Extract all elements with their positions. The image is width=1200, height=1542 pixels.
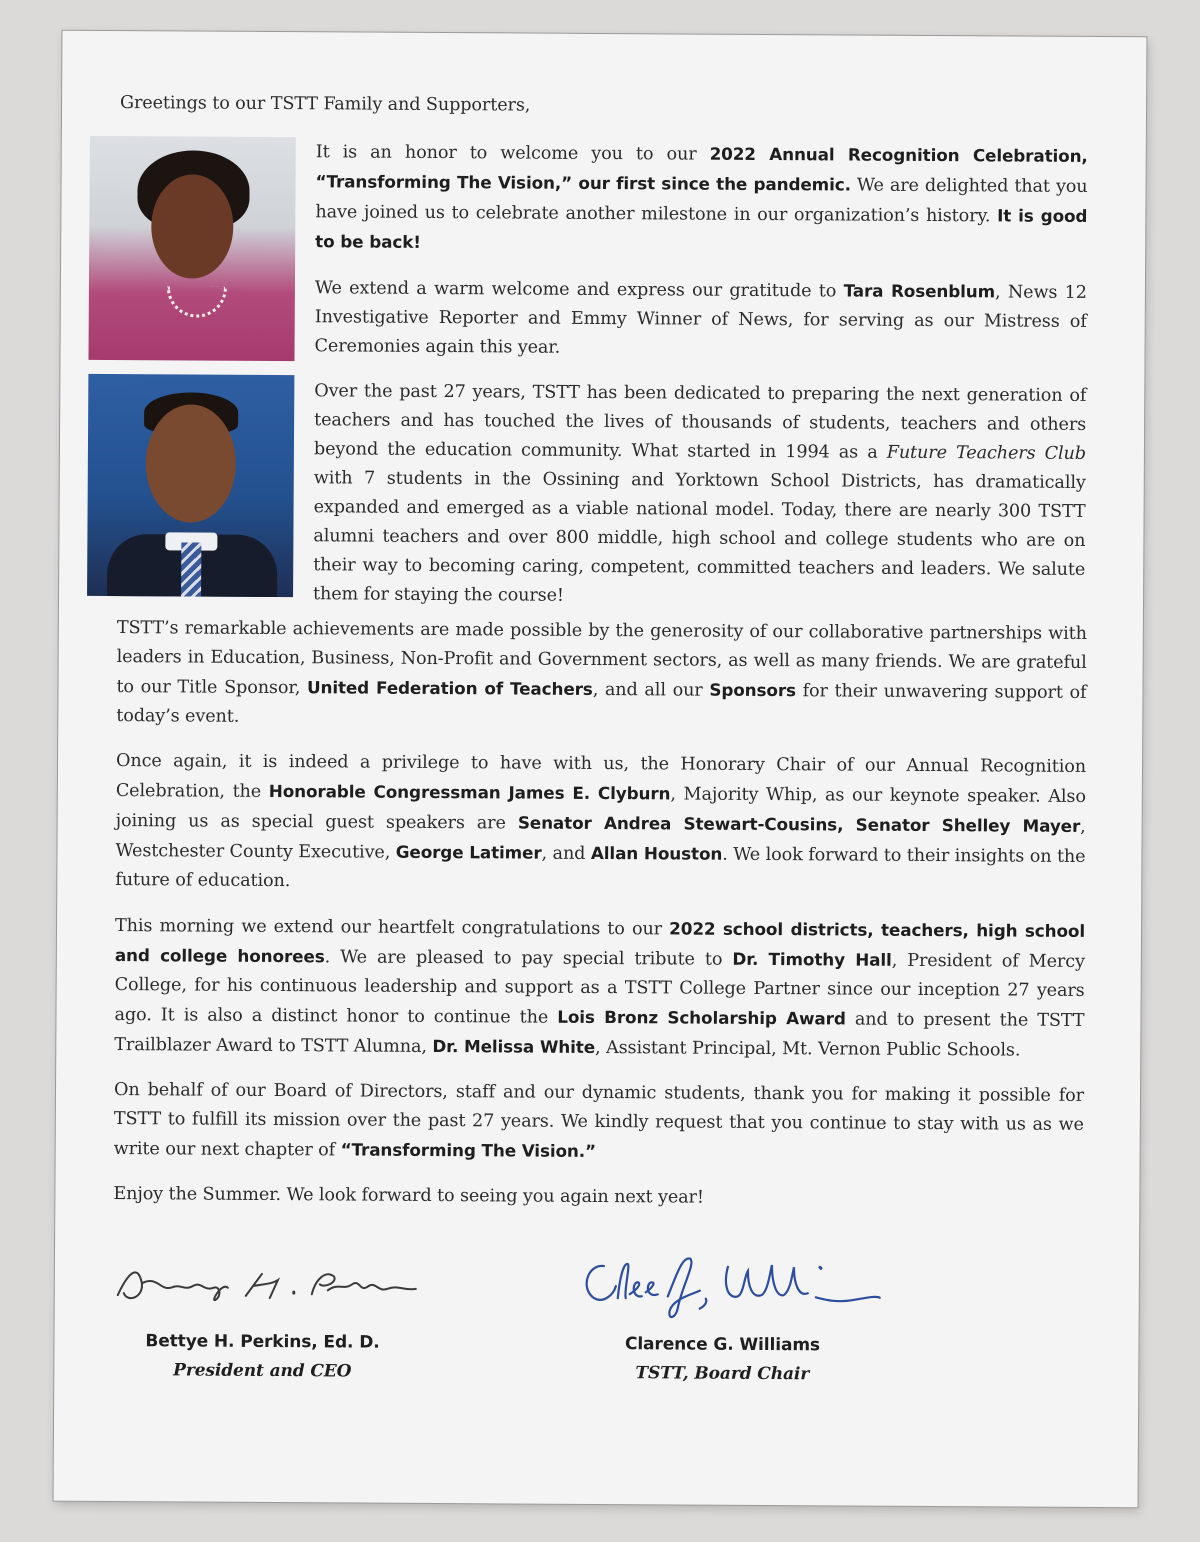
text-run: , and all our (592, 679, 710, 701)
text-run: . We are pleased to pay special tribute to (324, 947, 733, 970)
portrait-photo-mc (87, 374, 294, 597)
text-run: . We look forward to their insights on the future of education. (115, 844, 1086, 892)
pearl-necklace (167, 286, 227, 317)
paragraph-speakers (115, 747, 1086, 901)
bold-run: It is good to be back! (315, 205, 1088, 252)
letter-body (112, 89, 1090, 1429)
text-run: Over the past 27 years, TSTT has been dedicated to preparing the next generation of teachers and has touched the lives of thousands of students, teachers and others beyond the education community. What started in 1994 as a (313, 381, 1087, 463)
portrait-face (151, 174, 234, 278)
paragraph-sponsors (116, 614, 1087, 737)
text-run: Once again, it is indeed a privilege to have with us, the Honorary Chair of our Annual Recognition Celebration, the (115, 751, 1087, 802)
italic-run: Future Teachers Club (886, 442, 1087, 464)
portrait-face (145, 404, 236, 523)
bold-run: 2022 Annual Recognition Celebration, “Transforming The Vision,” our first since the pandemic. (315, 143, 1088, 195)
text-run: for their unwavering support of today’s event. (116, 681, 1087, 727)
portrait-tie (181, 542, 201, 597)
paragraph-thanks (114, 1076, 1085, 1170)
closing-line: Enjoy the Summer. We look forward to seeing you again next year! (113, 1184, 704, 1208)
photo-column (87, 136, 296, 597)
text-run: This morning we extend our heartfelt congratulations to our (114, 916, 670, 940)
text-run: and to present the TSTT Trailblazer Award to TSTT Alumna, (114, 1009, 1085, 1057)
handwritten-signature-williams (558, 1236, 889, 1328)
text-run: , and (541, 843, 591, 864)
signature-area (112, 1233, 1083, 1429)
intro-section (117, 136, 1090, 608)
paragraph-honorees (114, 911, 1085, 1066)
text-run: We are delighted that you have joined us to celebrate another milestone in our organization’s history. (315, 175, 1088, 227)
text-run: On behalf of our Board of Directors, staff and our dynamic students, thank you for making it possible for TSTT to fulfill its mission over the past 27 years. We kindly request that you continue to stay with us as we write our next chapter of (113, 1080, 1085, 1161)
portrait-photo-president (88, 136, 295, 361)
bold-run: Senator Andrea Stewart-Cousins, Senator Shelley Mayer (517, 812, 1081, 836)
text-run: with 7 students in the Ossining and Yorktown School Districts, has dramatically expanded and emerged as a viable national model. Today, there are nearly 300 TSTT alumni teachers and over 800 middle, high school and college students who are on their way to becoming caring, competent, committed teachers and leaders. We salute them for staying the course! (313, 468, 1086, 606)
bold-run: Lois Bronz Scholarship Award (557, 1006, 846, 1029)
bold-run: George Latimer (395, 841, 542, 863)
bold-run: Tara Rosenblum (843, 280, 996, 302)
text-run: TSTT’s remarkable achievements are made possible by the generosity of our collaborative partnerships with leaders in Education, Business, Non-Profit and Government sectors, as well as many friends. We are grateful to our Title Sponsor, (116, 618, 1087, 699)
handwritten-signature-perkins (98, 1233, 429, 1325)
bold-run: Allan Houston (590, 842, 723, 864)
bold-run: 2022 school districts, teachers, high school and college honorees (114, 918, 1086, 967)
text-run: , Assistant Principal, Mt. Vernon Public Schools. (594, 1037, 1021, 1061)
paragraph-history (313, 377, 1086, 614)
greeting: Greetings to our TSTT Family and Supporters, (119, 93, 531, 116)
signature-block-president (82, 1233, 443, 1387)
bold-run: Dr. Timothy Hall (732, 948, 892, 970)
intro-text (313, 137, 1088, 630)
paragraph-welcome (315, 137, 1088, 262)
signatory-name: Clarence G. Williams (624, 1334, 821, 1356)
text-run: , News 12 Investigative Reporter and Emmy Winner of News, for serving as our Mistress of Ceremonies again this year. (314, 282, 1087, 358)
signature-block-chair (542, 1236, 903, 1390)
bold-run: “Transforming The Vision.” (340, 1139, 597, 1161)
signatory-title: President and CEO (173, 1360, 352, 1382)
signatory-name: Bettye H. Perkins, Ed. D. (145, 1331, 380, 1353)
text-run: , President of Mercy College, for his continuous leadership and support as a TSTT College Partner since our inception 27 years ago. It is also a distinct honor to continue the (114, 950, 1085, 1028)
text-run: It is an honor to welcome you to our (315, 142, 710, 165)
letter-page (54, 31, 1147, 1508)
paragraph-mc (314, 273, 1087, 366)
bold-run: Sponsors (709, 679, 796, 701)
text-run: , Westchester County Executive, (115, 816, 1086, 863)
signatory-title: TSTT, Board Chair (635, 1363, 810, 1385)
text-run: We extend a warm welcome and express our gratitude to (314, 278, 844, 302)
bold-run: Dr. Melissa White (432, 1035, 596, 1057)
bold-run: United Federation of Teachers (306, 677, 593, 699)
bold-run: Honorable Congressman James E. Clyburn (268, 780, 671, 804)
text-run: , Majority Whip, as our keynote speaker. Also joining us as special guest speakers are (115, 784, 1086, 834)
